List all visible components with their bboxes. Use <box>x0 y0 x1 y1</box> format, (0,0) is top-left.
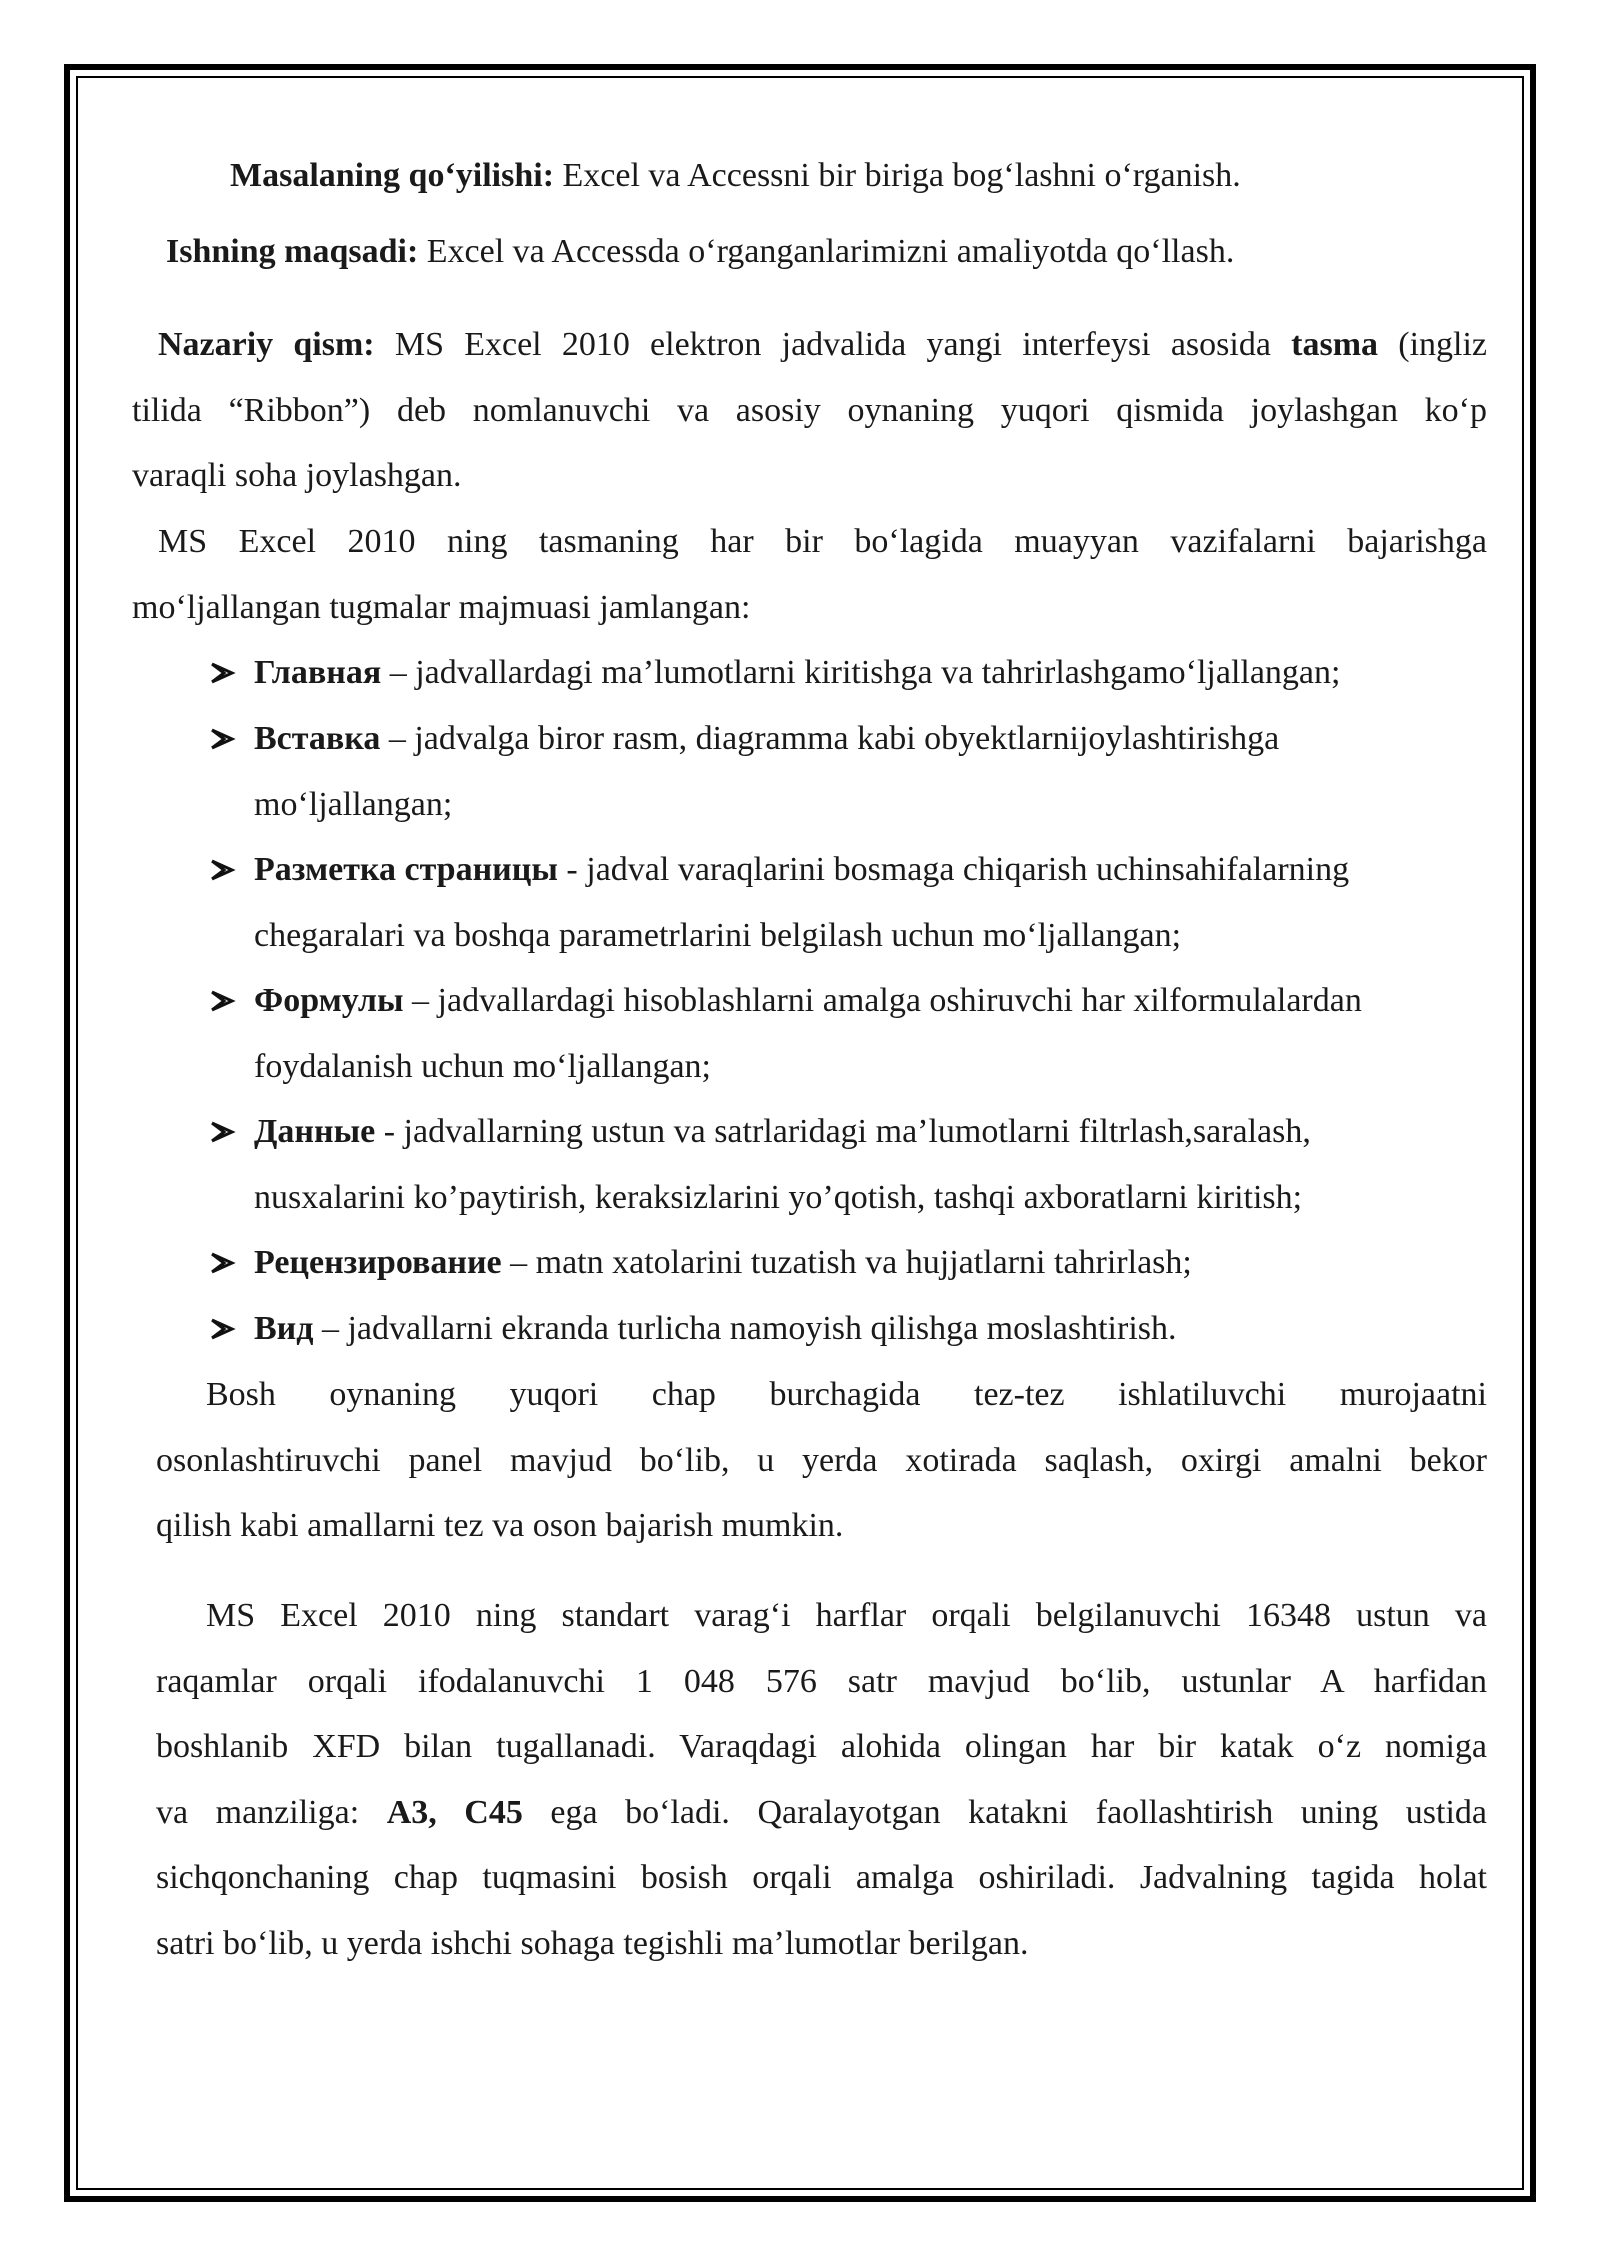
arrow-bullet-icon <box>210 837 236 903</box>
quick-panel-line-1: Bosh oynaning yuqori chap burchagida tez-tez ishlatiluvchi murojaatni <box>206 1376 1487 1413</box>
bullet-term: Формулы <box>254 982 404 1019</box>
bullet-text: – jadvallarni ekranda turlicha namoyish qilishga moslashtirish. <box>313 1310 1177 1347</box>
sheet-text-4a: va manziliga: <box>156 1793 387 1831</box>
sheet-text-4b: ega bo‘ladi. Qaralayotgan katakni faollashtirish uning ustida <box>522 1793 1488 1831</box>
theory-line-2: tilida “Ribbon”) deb nomlanuvchi va asosiy oynaning yuqori qismida joylashgan ko‘p <box>132 391 1487 429</box>
bullet-text: – jadvallardagi ma’lumotlarni kiritishga va tahrirlashgamo‘ljallangan; <box>381 654 1341 691</box>
intro-paragraph <box>132 509 1487 640</box>
bullet-text: - jadvallarning ustun va satrlaridagi ma’lumotlarni filtrlash,saralash, <box>375 1113 1311 1150</box>
intro-line-2: mo‘ljallangan tugmalar majmuasi jamlangan: <box>132 588 751 626</box>
bullet-text-cont: mo‘ljallangan; <box>254 785 453 823</box>
goal-text: Excel va Accessda o‘rganganlarimizni amaliyotda qo‘llash. <box>418 233 1235 270</box>
bullet-text-cont: chegaralari va boshqa parametrlarini belgilash uchun mo‘ljallangan; <box>254 916 1182 954</box>
theory-term-tasma: tasma <box>1291 326 1379 363</box>
arrow-bullet-icon <box>210 1230 236 1296</box>
sheet-line-1: MS Excel 2010 ning standart varag‘i harflar orqali belgilanuvchi 16348 ustun va <box>206 1597 1487 1634</box>
bullet-text: – jadvallardagi hisoblashlarni amalga oshiruvchi har xilformulalardan <box>403 982 1362 1019</box>
goal-label: Ishning maqsadi: <box>166 233 419 270</box>
arrow-bullet-icon <box>210 640 236 706</box>
theory-label: Nazariy qism: <box>158 326 375 363</box>
theory-line-3: varaqli soha joylashgan. <box>132 457 462 495</box>
quick-panel-paragraph <box>156 1362 1487 1559</box>
bullet-text-cont: nusxalarini ko’paytirish, keraksizlarini yo’qotish, tashqi axboratlarni kiritish; <box>254 1178 1303 1216</box>
sheet-line-5: sichqonchaning chap tuqmasini bosish orqali amalga oshiriladi. Jadvalning tagida holat <box>156 1859 1487 1897</box>
bullet-term: Вставка <box>254 720 381 757</box>
task-statement <box>230 156 1241 196</box>
theory-paragraph <box>132 312 1487 509</box>
intro-line-1: MS Excel 2010 ning tasmaning har bir bo‘lagida muayyan vazifalarni bajarishga <box>158 523 1487 560</box>
quick-panel-line-3: qilish kabi amallarni tez va oson bajarish mumkin. <box>156 1507 844 1545</box>
sheet-line-6: satri bo‘lib, u yerda ishchi sohaga tegishli ma’lumotlar berilgan. <box>156 1924 1029 1962</box>
bullet-term: Главная <box>254 654 382 691</box>
quick-panel-line-2: osonlashtiruvchi panel mavjud bo‘lib, u yerda xotirada saqlash, oxirgi amalni bekor <box>156 1441 1487 1479</box>
bullet-term: Рецензирование <box>254 1244 502 1281</box>
arrow-bullet-icon <box>210 706 236 772</box>
theory-line-1 <box>132 312 1487 378</box>
goal-statement <box>166 232 1234 272</box>
task-text: Excel va Accessni bir biriga bog‘lashni o‘rganish. <box>554 157 1241 194</box>
arrow-bullet-icon <box>210 1296 236 1362</box>
arrow-bullet-icon <box>210 968 236 1034</box>
bullet-term: Вид <box>254 1310 314 1347</box>
bullet-text: – jadvalga biror rasm, diagramma kabi obyektlarnijoylashtirishga <box>380 720 1280 757</box>
sheet-paragraph <box>156 1583 1487 1977</box>
sheet-line-3: boshlanib XFD bilan tugallanadi. Varaqdagi alohida olingan har bir katak o‘z nomiga <box>156 1728 1487 1766</box>
bullet-text-cont: foydalanish uchun mo‘ljallangan; <box>254 1047 711 1085</box>
theory-text-1a: MS Excel 2010 elektron jadvalida yangi interfeysi asosida <box>374 326 1292 363</box>
theory-text-1b: (ingliz <box>1378 326 1487 363</box>
sheet-line-2: raqamlar orqali ifodalanuvchi 1 048 576 satr mavjud bo‘lib, ustunlar A harfidan <box>156 1662 1487 1700</box>
bullet-term: Данные <box>254 1113 376 1150</box>
bullet-text: - jadval varaqlarini bosmaga chiqarish uchinsahifalarning <box>557 851 1350 888</box>
cell-address-examples: A3, C45 <box>386 1793 523 1831</box>
sheet-line-4 <box>156 1780 1487 1846</box>
bullet-text: – matn xatolarini tuzatish va hujjatlarni tahrirlash; <box>501 1244 1192 1281</box>
bullet-term: Разметка страницы <box>254 851 558 888</box>
task-label: Masalaning qo‘yilishi: <box>230 157 555 194</box>
arrow-bullet-icon <box>210 1099 236 1165</box>
